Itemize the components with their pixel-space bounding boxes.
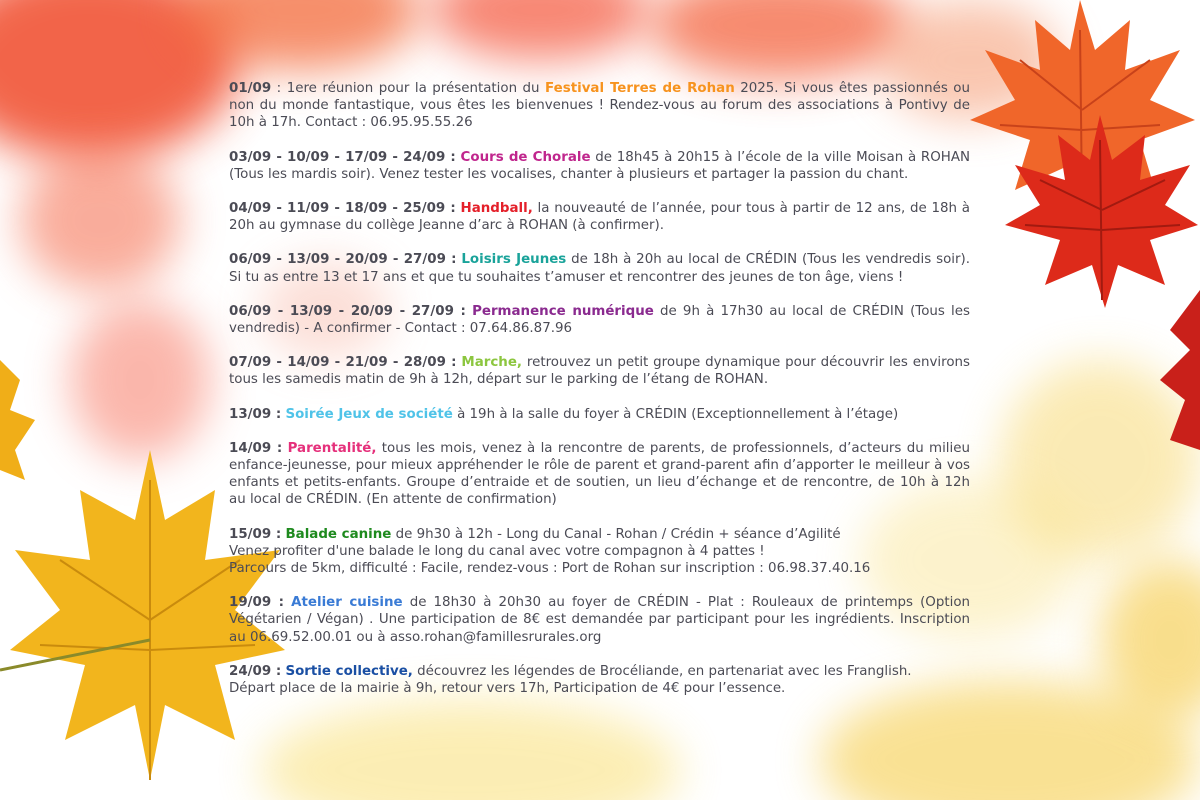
event-date: 15/09 : bbox=[229, 526, 282, 542]
event-entry bbox=[229, 149, 970, 183]
event-description: de 18h30 à 20h30 au foyer de CRÉDIN - Plat : Rouleaux de printemps (Option Végétarien / Végan) . Une participation de 8€ est demandée par participant pour les ingrédients. Inscription au 06.69.52.00.01 ou à asso.rohan@famillesrurales.org bbox=[229, 595, 970, 645]
maple-leaf-yellow-small bbox=[0, 360, 40, 480]
event-date: 24/09 : bbox=[229, 663, 282, 679]
blurred-red-leaf bbox=[70, 300, 210, 460]
event-prefix: 1ere réunion pour la présentation du bbox=[286, 81, 546, 96]
event-title: Marche, bbox=[461, 355, 523, 371]
event-line bbox=[229, 80, 970, 132]
blurred-red-leaf bbox=[430, 0, 650, 60]
event-date: 01/09 bbox=[229, 81, 272, 96]
maple-leaf-red bbox=[1000, 110, 1200, 310]
event-title: Handball, bbox=[460, 201, 533, 217]
event-extra-line: Départ place de la mairie à 9h, retour vers 17h, Participation de 4€ pour l’essence. bbox=[229, 681, 786, 697]
blurred-yellow-leaf bbox=[260, 700, 680, 800]
event-entry bbox=[229, 526, 970, 578]
event-extra-line: Parcours de 5km, difficulté : Facile, rendez-vous : Port de Rohan sur inscription : 06.98.37.40.16 bbox=[229, 561, 871, 577]
event-date: 14/09 : bbox=[229, 440, 283, 456]
event-description: de 18h45 à 20h15 à l’école de la ville Moisan à ROHAN (Tous les mardis soir). Venez tester les vocalises, chanter à plusieurs et partager la passion du chant. bbox=[229, 149, 971, 182]
event-entry bbox=[229, 594, 970, 646]
event-description: tous les mois, venez à la rencontre de parents, de professionnels, d’acteurs du milieu enfance-jeunesse, pour mieux appréhender le rôle de parent et grand-parent afin d’apporter le meilleur à vos enfants et petits-enfants. Groupe d’entraide et de soutien, un lieu d’échange et de rencontre, de 10h à 12h au local de CRÉDIN. (En attente de confirmation) bbox=[229, 440, 970, 508]
event-entry bbox=[229, 440, 970, 509]
event-entry bbox=[229, 251, 970, 285]
event-line bbox=[229, 594, 970, 646]
event-date: 13/09 : bbox=[229, 406, 282, 422]
event-title: Loisirs Jeunes bbox=[461, 252, 567, 268]
event-line bbox=[229, 526, 970, 543]
event-description: de 18h à 20h au local de CRÉDIN (Tous les vendredis soir). Si tu as entre 13 et 17 ans et que tu souhaites t’amuser et rencontrer des jeunes de ton âge, viens ! bbox=[229, 252, 970, 285]
event-line bbox=[229, 440, 970, 509]
event-date: 19/09 : bbox=[229, 595, 285, 611]
event-description: la nouveauté de l’année, pour tous à partir de 12 ans, de 18h à 20h au gymnase du collège Jeanne d’arc à ROHAN (à confirmer). bbox=[229, 201, 971, 234]
event-title: Balade canine bbox=[285, 526, 392, 542]
event-line bbox=[229, 354, 970, 388]
event-line bbox=[229, 303, 970, 337]
event-description: 2025. Si vous êtes passionnés ou non du monde fantastique, vous êtes les bienvenues ! Rendez-vous au forum des associations à Pontivy de 10h à 17h. Contact : 06.95.95.55.26 bbox=[229, 81, 970, 131]
event-date: 06/09 - 13/09 - 20/09 - 27/09 : bbox=[229, 303, 466, 319]
event-date: 03/09 - 10/09 - 17/09 - 24/09 : bbox=[229, 149, 456, 165]
event-line bbox=[229, 149, 970, 183]
maple-leaf-red-edge bbox=[1160, 290, 1200, 450]
event-entry bbox=[229, 354, 970, 388]
event-entry bbox=[229, 80, 970, 132]
event-date: 04/09 - 11/09 - 18/09 - 25/09 : bbox=[229, 201, 456, 217]
event-entry bbox=[229, 406, 970, 423]
event-line bbox=[229, 251, 970, 285]
event-title: Festival Terres de Rohan bbox=[545, 81, 735, 96]
event-title: Atelier cuisine bbox=[291, 595, 403, 611]
event-line bbox=[229, 200, 970, 234]
event-entry bbox=[229, 200, 970, 234]
blurred-red-leaf bbox=[650, 0, 910, 80]
event-entry bbox=[229, 663, 970, 697]
blurred-red-leaf bbox=[20, 150, 180, 290]
event-description: de 9h30 à 12h - Long du Canal - Rohan / Crédin + séance d’Agilité bbox=[391, 526, 841, 542]
event-title: Cours de Chorale bbox=[460, 149, 591, 165]
event-title: Permanence numérique bbox=[472, 303, 654, 319]
event-description: retrouvez un petit groupe dynamique pour découvrir les environs tous les samedis matin de 9h à 12h, départ sur le parking de l’étang de ROHAN. bbox=[229, 355, 970, 388]
event-extra-line: Venez profiter d'une balade le long du canal avec votre compagnon à 4 pattes ! bbox=[229, 543, 765, 559]
event-date: 06/09 - 13/09 - 20/09 - 27/09 : bbox=[229, 252, 457, 268]
event-title: Sortie collective, bbox=[285, 663, 413, 679]
event-entry bbox=[229, 303, 970, 337]
event-title: Parentalité, bbox=[287, 440, 377, 456]
event-separator: : bbox=[271, 81, 287, 96]
event-line bbox=[229, 663, 970, 680]
event-date: 07/09 - 14/09 - 21/09 - 28/09 : bbox=[229, 355, 457, 371]
event-description: de 9h à 17h30 au local de CRÉDIN (Tous les vendredis) - A confirmer - Contact : 07.64.86.87.96 bbox=[229, 303, 970, 337]
event-title: Soirée Jeux de société bbox=[285, 406, 453, 422]
event-description: découvrez les légendes de Brocéliande, en partenariat avec les Franglish. bbox=[412, 663, 912, 679]
event-description: à 19h à la salle du foyer à CRÉDIN (Exceptionnellement à l’étage) bbox=[452, 406, 899, 422]
events-list bbox=[229, 80, 970, 714]
event-line bbox=[229, 406, 970, 423]
